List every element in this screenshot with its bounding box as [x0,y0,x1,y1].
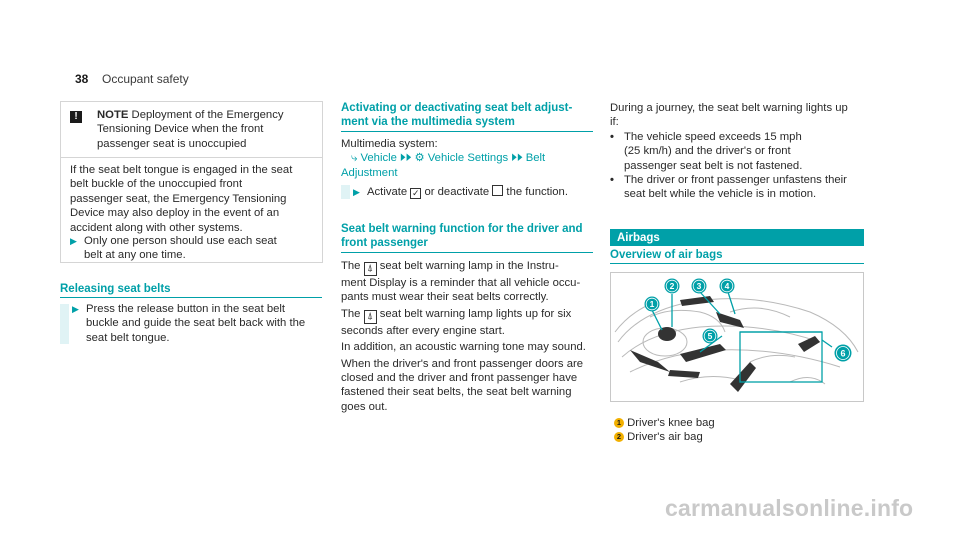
warning-p2-line: seat belt warning lamp lights up for six [376,307,572,320]
legend-num-badge: 1 [614,418,624,428]
svg-text:6: 6 [840,348,846,359]
warning-p1-line: pants must wear their seat belts correctly. [341,291,549,304]
note-action-2: belt at any one time. [84,249,186,262]
journey-bullet-1-line: passenger seat belt is not fastened. [624,159,803,172]
section-title: Occupant safety [102,72,189,86]
checkbox-checked-icon: ✓ [412,188,420,198]
page-number: 38 [75,72,89,86]
svg-text:3: 3 [696,281,702,291]
note-head-2: Tensioning Device when the front [97,123,264,136]
note-label: NOTE [97,109,129,121]
note-title [97,108,317,151]
note-body-line: belt buckle of the unoccupied front [70,178,243,191]
journey-bullet-1-line: (25 km/h) and the driver's or front [624,145,791,158]
airbags-band-title: Airbags [617,232,660,244]
legend-item [614,416,715,430]
bullet-icon: • [610,130,614,143]
releasing-line: buckle and guide the seat belt back with the [86,317,306,330]
activating-heading [341,101,586,130]
warning-p2-line: seconds after every engine start. [341,324,505,337]
note-body-line: If the seat belt tongue is engaged in the seat [70,164,293,176]
journey-bullet-2-line: The driver or front passenger unfastens their [624,174,847,187]
path-arrow-icon: ⤷ [351,152,358,165]
action-bar [341,185,350,199]
warning-heading-1: Seat belt warning function for the driver and [341,223,583,235]
note-body [70,163,320,235]
warning-body [341,259,596,414]
note-action-1: Only one person should use each seat [84,235,277,247]
activate-word: Activate [367,186,408,198]
path-adjustment[interactable]: Adjustment [341,166,398,179]
callout-1 [644,296,660,316]
activating-rule [341,131,593,132]
callout-4 [719,278,735,298]
path-belt[interactable]: Belt [525,152,546,165]
journey-bullet-1-line: The vehicle speed exceeds 15 mph [624,130,802,143]
vehicle-settings-icon: ⚙ [414,152,425,165]
airbags-band [610,229,864,246]
warning-p1-pre: The [341,260,361,272]
releasing-line: seat belt tongue. [86,331,170,344]
seat-belt-icon: ⍋ [364,310,377,324]
note-body-line: Device may also deploy in the event of an [70,207,280,220]
warning-p1-line: seat belt warning lamp in the Instru- [376,260,559,272]
warning-heading [341,222,593,251]
callout-6 [834,344,852,366]
note-body-line: passenger seat, the Emergency Tensioning [70,192,287,205]
airbags-overview-rule [610,263,864,264]
note-box [60,101,323,263]
path-vehicle[interactable]: Vehicle [360,152,397,165]
callout-3 [691,278,707,298]
bullet-icon: • [610,174,614,187]
menu-path [341,151,593,165]
svg-text:2: 2 [669,281,675,291]
journey-line: During a journey, the seat belt warning lights up [610,102,848,114]
double-chevron-icon: ⏵⏵ [511,152,526,165]
releasing-rule [60,297,322,298]
warning-p3: In addition, an acoustic warning tone may sound. [341,341,586,354]
journey-section [610,101,870,202]
activate-action [353,185,593,199]
multimedia-intro: Multimedia system: [341,138,438,150]
action-arrow-icon: ▶ [72,304,79,314]
legend-text: Driver's air bag [627,431,703,444]
releasing-line: Press the release button in the seat belt [86,303,286,315]
exclamation-square-icon: ! [70,111,82,123]
legend-num-badge: 2 [614,432,624,442]
warning-p4-line: closed and the driver and front passenger have [341,372,578,385]
svg-text:4: 4 [724,281,730,291]
deactivate-word: or deactivate [421,186,490,198]
note-body-line: accident along with other systems. [70,221,243,234]
journey-bullet-2-line: seat belt while the vehicle is in motion. [624,188,817,201]
journey-line: if: [610,116,619,129]
releasing-heading: Releasing seat belts [60,283,171,295]
warning-p4-line: fastened their seat belts, the seat belt warning [341,386,572,399]
callout-5 [702,328,718,348]
note-action [70,234,320,263]
activating-body [341,137,593,180]
action-bar [60,304,69,344]
watermark: carmanualsonline.info [665,495,914,521]
svg-text:5: 5 [707,331,713,341]
warning-rule [341,252,593,253]
airbags-overview-heading: Overview of air bags [610,249,723,261]
warning-p1-line: ment Display is a reminder that all vehicle occu- [341,277,581,289]
warning-p4-line: When the driver's and front passenger doors are [341,357,584,370]
warning-p4-line: goes out. [341,400,388,413]
warning-heading-2: front passenger [341,237,428,250]
legend-item [614,430,715,444]
note-head-3: passenger seat is unoccupied [97,137,247,150]
activating-heading-1: Activating or deactivating seat belt adjust- [341,102,573,114]
path-vehicle-settings[interactable]: Vehicle Settings [427,152,509,165]
warning-p2-pre: The [341,307,361,320]
legend-text: Driver's knee bag [627,417,715,429]
releasing-body [72,302,322,345]
airbag-legend [614,416,715,445]
callout-2 [664,278,680,298]
seat-belt-icon: ⍋ [364,262,377,276]
activating-heading-2: ment via the multimedia system [341,116,515,129]
svg-text:1: 1 [649,299,655,309]
checkbox-empty-icon [492,185,503,196]
action-arrow-icon: ▶ [70,236,77,246]
double-chevron-icon: ⏵⏵ [400,152,415,165]
note-head-1: Deployment of the Emergency [128,109,284,121]
action-arrow-icon: ▶ [353,187,360,197]
function-word: the function. [503,186,568,198]
airbag-illustration [610,272,864,402]
note-header [61,102,322,158]
